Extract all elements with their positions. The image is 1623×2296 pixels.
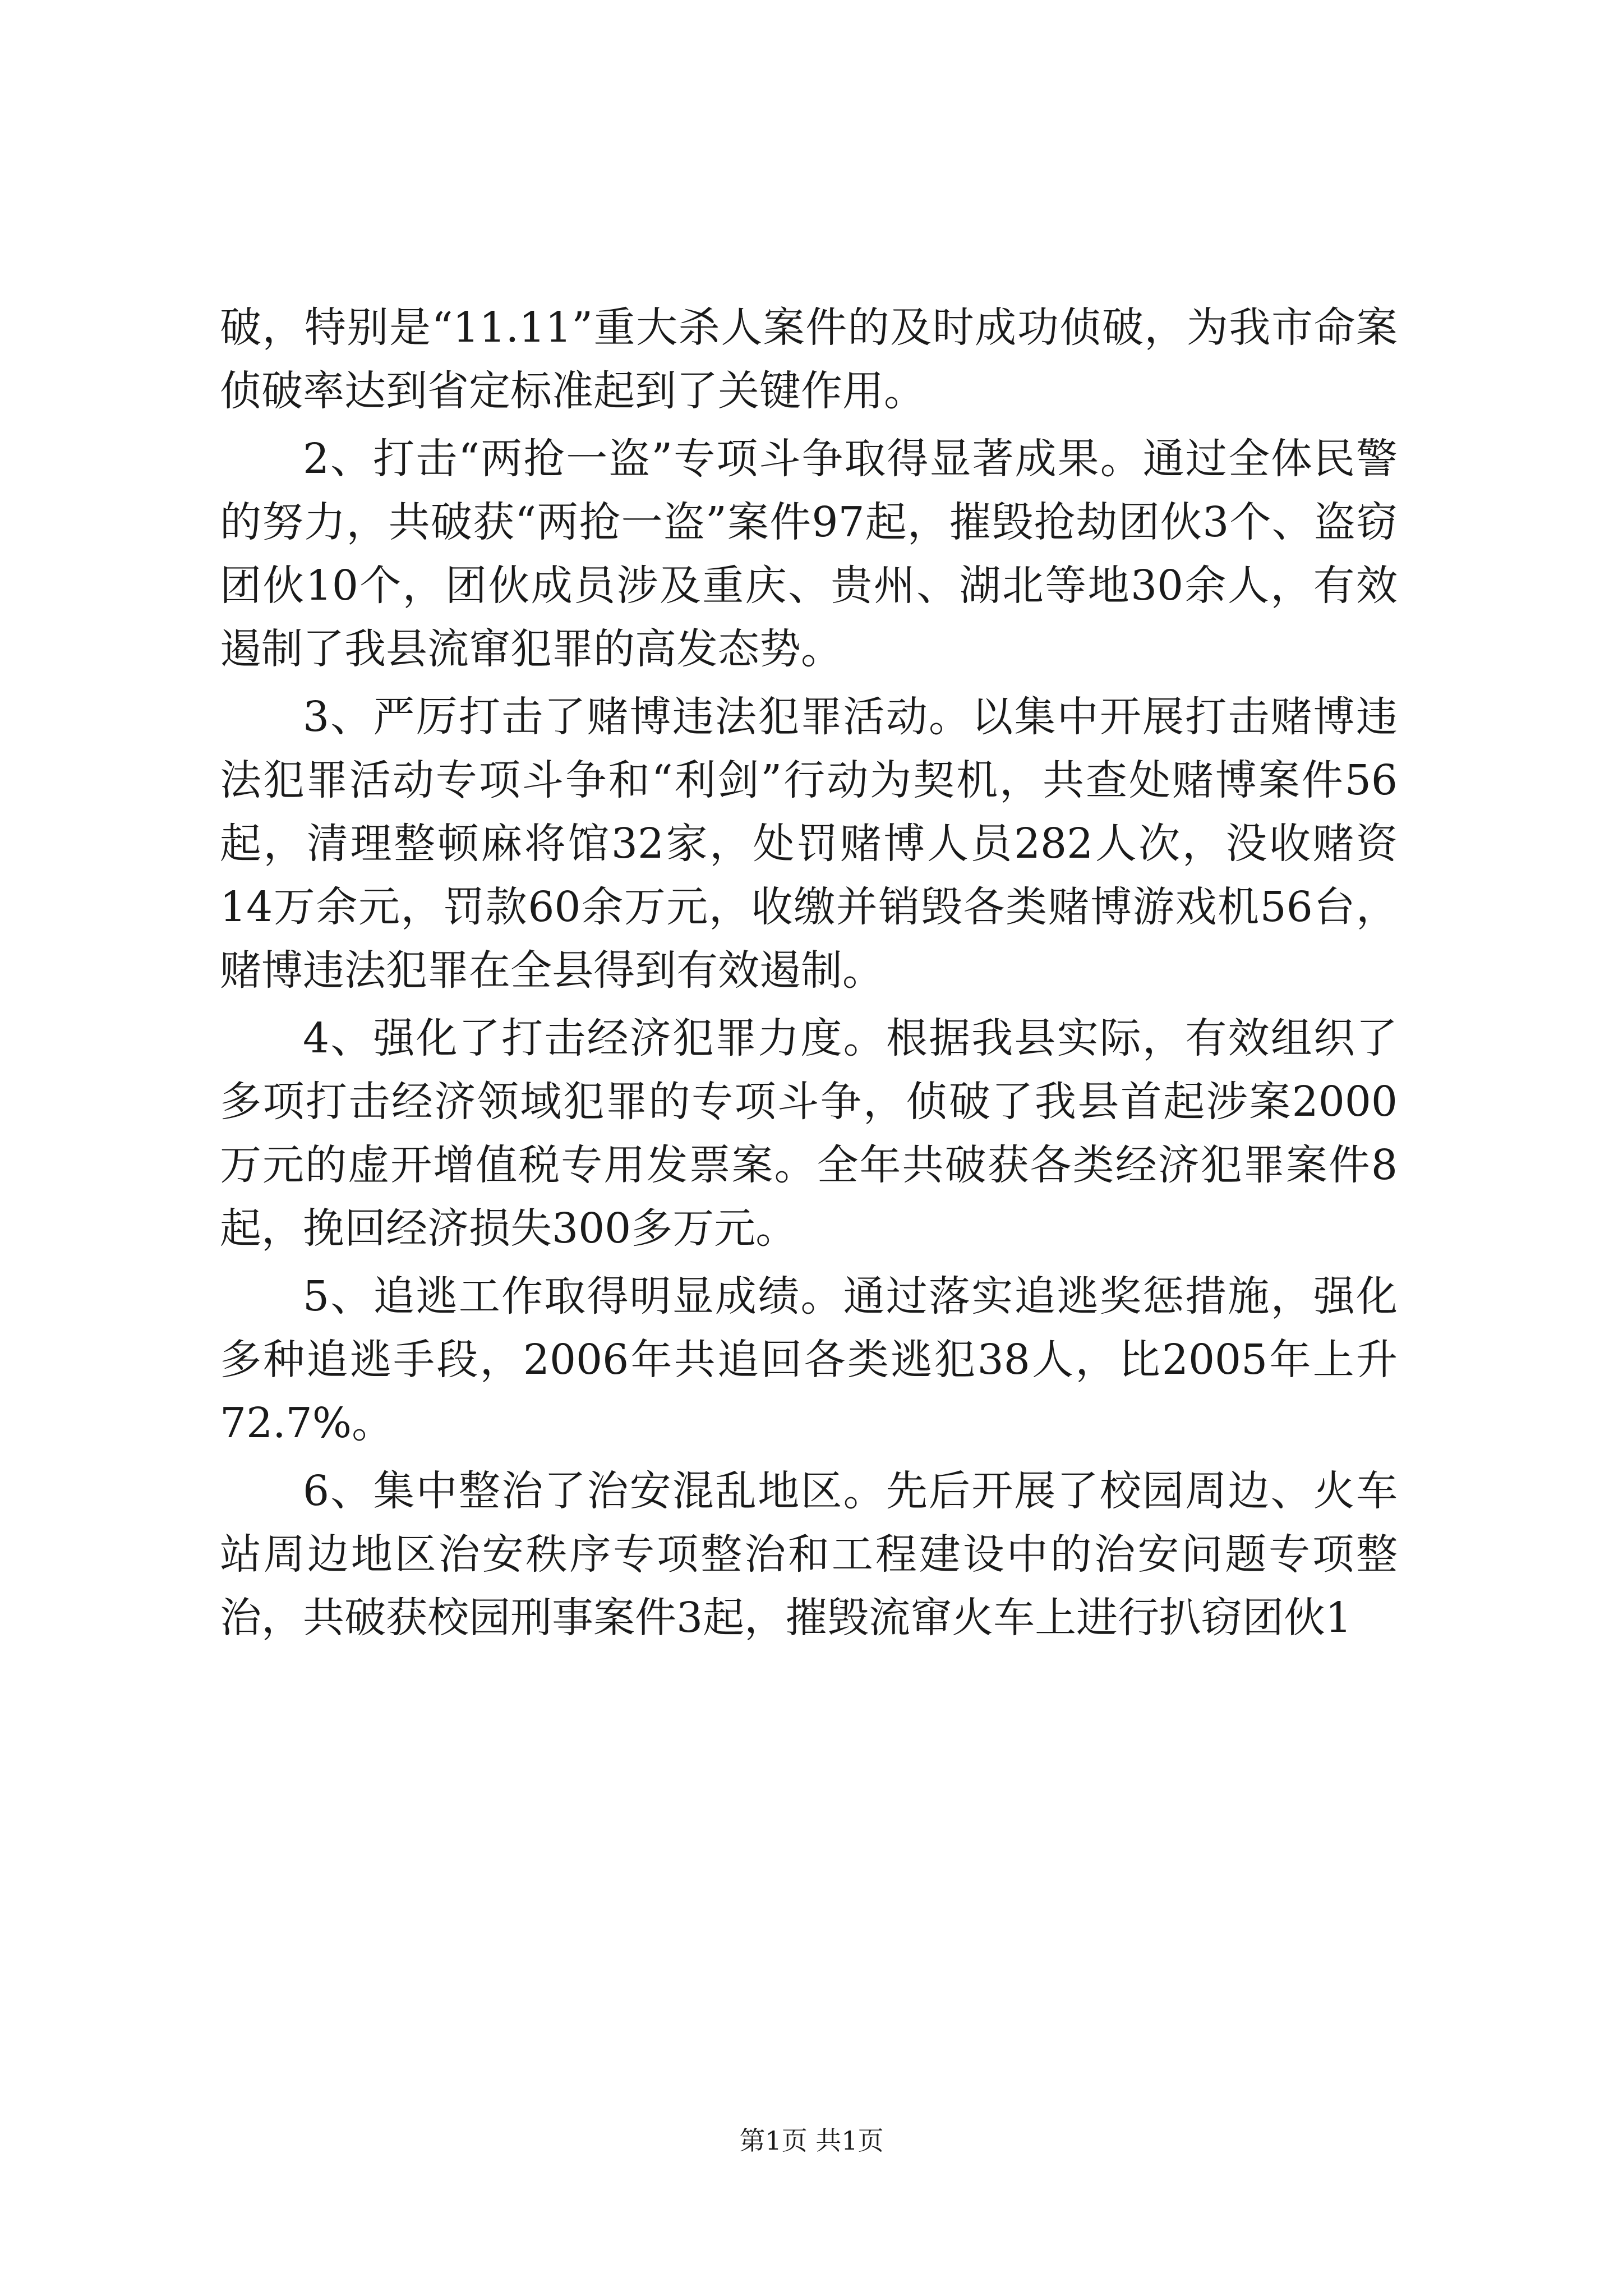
paragraph-item-5: 5、追逃工作取得明显成绩。通过落实追逃奖惩措施，强化多种追逃手段，2006年共追回各类逃犯38人，比2005年上升72.7%。: [220, 1272, 1398, 1447]
paragraph-item-2: 2、打击“两抢一盗”专项斗争取得显著成果。通过全体民警的努力，共破获“两抢一盗”案件97起，摧毁抢劫团伙3个、盗窃团伙10个，团伙成员涉及重庆、贵州、湖北等地30余人，有效遏制了我县流窜犯罪的高发态势。: [220, 435, 1398, 673]
page-footer: 第1页 共1页: [739, 2125, 884, 2156]
paragraph-item-4: 4、强化了打击经济犯罪力度。根据我县实际，有效组织了多项打击经济领域犯罪的专项斗争，侦破了我县首起涉案2000万元的虚开增值税专用发票案。全年共破获各类经济犯罪案件8起，挽回经济损失300多万元。: [220, 1014, 1398, 1253]
paragraph-item-6: 6、集中整治了治安混乱地区。先后开展了校园周边、火车站周边地区治安秩序专项整治和工程建设中的治安问题专项整治，共破获校园刑事案件3起，摧毁流窜火车上进行扒窃团伙1: [220, 1467, 1398, 1642]
paragraph-item-3: 3、严厉打击了赌博违法犯罪活动。以集中开展打击赌博违法犯罪活动专项斗争和“利剑”行动为契机，共查处赌博案件56起，清理整顿麻将馆32家，处罚赌博人员282人次，没收赌资14万余元，罚款60余万元，收缴并销毁各类赌博游戏机56台，赌博违法犯罪在全县得到有效遏制。: [220, 693, 1398, 995]
paragraph-continuation: 破，特别是“11.11”重大杀人案件的及时成功侦破，为我市命案侦破率达到省定标准起到了关键作用。: [220, 303, 1398, 415]
document-body: [220, 296, 1398, 1654]
